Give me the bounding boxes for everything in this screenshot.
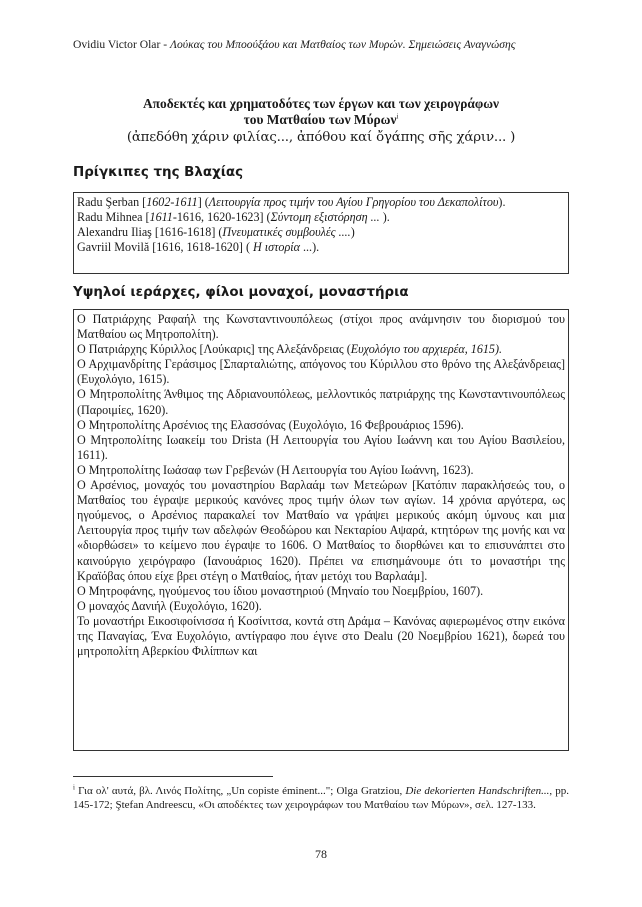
title-line-2: του Ματθαίου των Μύρων$^i$ — [243, 112, 399, 127]
prince-entry: Radu Mihnea [1611-1616, 1620-1623] (Σύντομη εξιστόρηση ... ). — [77, 210, 390, 225]
title-quotation: (ἀπεδόθη χάριν φιλίας..., ἀπόθου καί ὄγάπης σῆς χάριν... ) — [126, 130, 516, 145]
title-line-1: Αποδεκτές και χρηματοδότες των έργων και των χειρογράφων — [143, 96, 499, 111]
hierarch-entry: Ο Μητροπολίτης Ιωακείμ του Drista (Η Λειτουργία του Αγίου Ιωάννη και του Αγίου Βασιλείου, 1611). — [77, 432, 565, 462]
section-heading-hierarchs: Υψηλοί ιεράρχες, φίλοι μοναχοί, μοναστήρια — [73, 285, 409, 300]
footnote: $^i$ Για ολ' αυτά, βλ. Λινός Πολίτης, „Un copiste éminent..."; Olga Gratziou, Die dekorierten Handschriften..., pp. 145-172; Ştefan Andreescu, «Οι αποδέκτες των χειρογράφων του Ματθαίου των Μύρων», σελ. 127-133. — [73, 783, 569, 811]
header-author: Ovidiu Victor Olar - — [73, 38, 170, 51]
running-header — [73, 38, 569, 52]
hierarch-entry: Ο μοναχός Δανιήλ (Ευχολόγιο, 1620). — [77, 598, 262, 613]
page-number: 78 — [315, 847, 327, 861]
hierarch-entry: Ο Μητροπολίτης Αρσένιος της Ελασσόνας (Ευχολόγιο, 16 Φεβρουάριος 1596). — [77, 417, 464, 432]
hierarchs-box — [73, 309, 569, 751]
hierarch-entry: Ο Μητροφάνης, ηγούμενος του ίδιου μοναστηριού (Μηναίο του Νοεμβρίου, 1607). — [77, 583, 484, 598]
hierarch-entry: Ο Αρσένιος, μοναχός του μοναστηρίου Βαρλαάμ των Μετεώρων [Κατόπιν παρακλήσεώς του, ο Ματθαίος του έγραψε μερικούς κανόνες προς τιμήν όλων των αγίων. 14 χρόνια αργότερα, ως ηγούμενος, ο Αρσένιος παρακαλεί τον Ματθαίο να γράψει μερικούς ακόμη ύμνους και μια Λειτουργία προς τιμήν των αδελφών Θεοδώρου και Νεκταρίου Αψαρά, κτητόρων της μονής και να «διορθώσει» το κείμενο που έγραψε το 1606. Ο Ματθαίος το διορθώνει και το επισυνάπτει στο καινούργιο χειρόγραφο (Ιανουάριος 1620). Πρέπει να επισημάνουμε ότι το μοναστήρι της Κραϊόβας όπου είχε βρει στέγη ο Ματθαίος, ήταν μετόχι του Βαρλαάμ]. — [77, 478, 565, 583]
hierarch-entry: Ο Μητροπολίτης Άνθιμος της Αδριανουπόλεως, μελλοντικός πατριάρχης της Κωνσταντινουπόλεως (Παροιμίες, 1620). — [77, 387, 565, 417]
section-heading-princes: Πρίγκιπες της Βλαχίας — [73, 165, 244, 180]
footnote-reference[interactable]: i — [396, 112, 399, 121]
hierarch-entry: Ο Πατριάρχης Κύριλλος [Λούκαρις] της Αλεξάνδρειας (Ευχολόγιο του αρχιερέα, 1615). — [77, 342, 503, 357]
princes-box — [73, 192, 569, 274]
hierarch-entry: Το μοναστήρι Εικοσιφοίνισσα ή Κοσίνιτσα, κοντά στη Δράμα – Κανόνας αφιερωμένος στην εικόνα της Παναγίας, Ένα Ευχολόγιο, αντίγραφο που έγινε στο Dealu (20 Νοεμβρίου 1621), δωρεά του μητροπολίτη Αβερκίου Φιλίππων και — [77, 613, 565, 659]
section-title — [73, 96, 569, 128]
prince-entry: Radu Şerban [1602-1611] (Λειτουργία προς τιμήν του Αγίου Γρηγορίου του Δεκαπολίτου). — [77, 195, 506, 209]
footnote-divider — [73, 776, 273, 777]
hierarch-entry: Ο Μητροπολίτης Ιωάσαφ των Γρεβενών (Η Λειτουργία του Αγίου Ιωάννη, 1623). — [77, 462, 474, 477]
hierarch-entry: Ο Αρχιμανδρίτης Γεράσιμος [Σπαρταλιώτης, απόγονος του Κύριλλου στο θρόνο της Αλεξάνδρειας] (Ευχολόγιο, 1615). — [77, 357, 565, 387]
prince-entry: Gavriil Movilă [1616, 1618-1620] ( Η ιστορία ...). — [77, 240, 320, 255]
hierarch-entry: Ο Πατριάρχης Ραφαήλ της Κωνσταντινουπόλεως (στίχοι προς ανάμνησιν του διορισμού του Ματθαίου ως Μητροπολίτη). — [77, 312, 565, 342]
prince-entry: Alexandru Iliaş [1616-1618] (Πνευματικές συμβουλές ....) — [77, 225, 355, 240]
header-work-title: Λούκας του Μποούξάου και Ματθαίος των Μυρών. Σημειώσεις Αναγνώσης — [169, 38, 516, 51]
footnote-mark: i — [73, 783, 75, 792]
